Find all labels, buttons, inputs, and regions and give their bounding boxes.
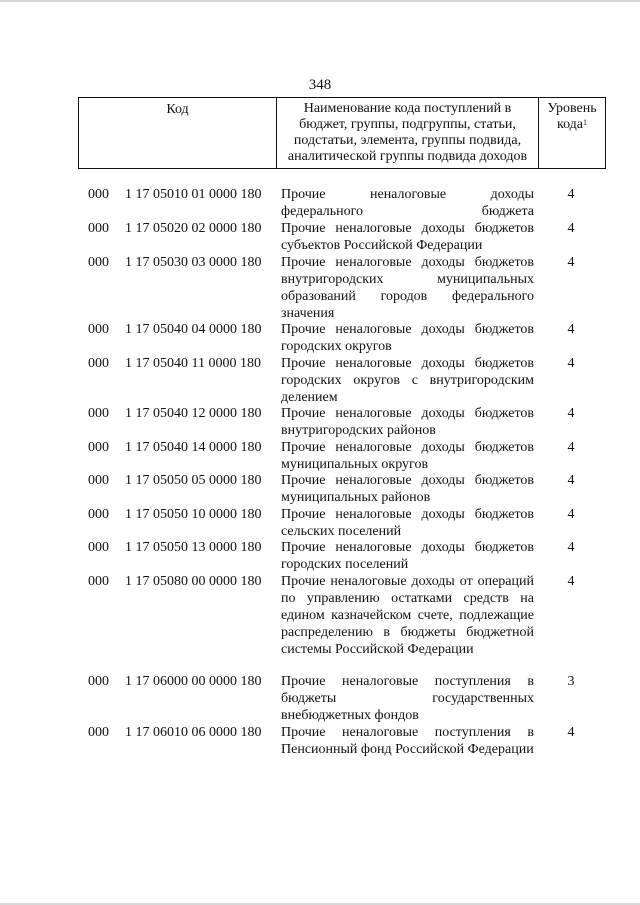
row-level: 4 — [567, 725, 575, 740]
row-code: 1 17 05080 00 0000 180 — [125, 574, 262, 589]
row-level: 4 — [567, 540, 575, 555]
page-number: 348 — [308, 77, 332, 93]
row-level: 4 — [567, 440, 575, 455]
header-name-line: подстатьи, элемента, группы подвида, — [293, 133, 522, 148]
row-code: 1 17 05040 12 0000 180 — [125, 406, 262, 421]
row-prefix: 000 — [88, 540, 109, 555]
row-name: Прочие неналоговые доходы бюджетов муниципальных округов — [281, 440, 534, 472]
row-level: 4 — [567, 574, 575, 589]
row-name: Прочие неналоговые доходы бюджетов внутригородских районов — [281, 406, 534, 438]
row-level: 4 — [567, 221, 575, 236]
header-level — [539, 101, 605, 133]
row-level: 4 — [567, 406, 575, 421]
row-prefix: 000 — [88, 221, 109, 236]
row-prefix: 000 — [88, 574, 109, 589]
row-name: Прочие неналоговые доходы бюджетов сельских поселений — [281, 507, 534, 539]
row-level: 3 — [567, 674, 575, 689]
row-name: Прочие неналоговые доходы бюджетов городских поселений — [281, 540, 534, 572]
row-name: Прочие неналоговые доходы бюджетов городских округов — [281, 322, 534, 354]
row-name: Прочие неналоговые доходы федерального бюджета — [281, 187, 534, 219]
row-code: 1 17 06000 00 0000 180 — [125, 674, 262, 689]
header-name-line: аналитической группы подвида доходов — [287, 149, 528, 164]
row-prefix: 000 — [88, 507, 109, 522]
row-prefix: 000 — [88, 356, 109, 371]
row-name: Прочие неналоговые поступления в бюджеты государственных внебюджетных фондов — [281, 674, 534, 723]
row-level: 4 — [567, 356, 575, 371]
row-prefix: 000 — [88, 725, 109, 740]
row-name: Прочие неналоговые доходы от операций по управлению остатками средств на едином казначейском счете, подлежащие распределению в бюджеты бюджетной системы Российской Федерации — [281, 574, 534, 657]
header-top-rule — [78, 97, 606, 98]
row-code: 1 17 05050 10 0000 180 — [125, 507, 262, 522]
row-level: 4 — [567, 187, 575, 202]
header-bottom-rule — [78, 168, 606, 169]
row-prefix: 000 — [88, 473, 109, 488]
row-name: Прочие неналоговые доходы бюджетов внутригородских муниципальных образований городов федерального значения — [281, 255, 534, 321]
page-edge-top — [0, 0, 640, 2]
row-code: 1 17 05030 03 0000 180 — [125, 255, 262, 270]
row-prefix: 000 — [88, 255, 109, 270]
header-name-line: Наименование кода поступлений в — [303, 101, 512, 116]
header-name — [277, 101, 538, 165]
row-code: 1 17 06010 06 0000 180 — [125, 725, 262, 740]
row-name: Прочие неналоговые доходы бюджетов субъектов Российской Федерации — [281, 221, 534, 253]
row-code: 1 17 05040 14 0000 180 — [125, 440, 262, 455]
row-level: 4 — [567, 507, 575, 522]
footnote-marker: 1 — [583, 118, 588, 127]
row-name: Прочие неналоговые доходы бюджетов муниципальных районов — [281, 473, 534, 505]
row-prefix: 000 — [88, 187, 109, 202]
row-code: 1 17 05040 04 0000 180 — [125, 322, 262, 337]
row-prefix: 000 — [88, 440, 109, 455]
row-code: 1 17 05020 02 0000 180 — [125, 221, 262, 236]
header-level-line — [539, 117, 605, 133]
row-code: 1 17 05050 05 0000 180 — [125, 473, 262, 488]
row-name: Прочие неналоговые доходы бюджетов городских округов с внутригородским делением — [281, 356, 534, 405]
header-level-word: кода — [556, 117, 584, 132]
row-prefix: 000 — [88, 406, 109, 421]
row-level: 4 — [567, 473, 575, 488]
row-code: 1 17 05040 11 0000 180 — [125, 356, 261, 371]
row-level: 4 — [567, 255, 575, 270]
row-level: 4 — [567, 322, 575, 337]
header-level-line: Уровень — [547, 101, 597, 116]
header-right-border — [605, 97, 606, 169]
header-code: Код — [166, 102, 189, 117]
row-prefix: 000 — [88, 674, 109, 689]
row-name: Прочие неналоговые поступления в Пенсионный фонд Российской Федерации — [281, 725, 534, 757]
row-code: 1 17 05050 13 0000 180 — [125, 540, 262, 555]
row-prefix: 000 — [88, 322, 109, 337]
row-code: 1 17 05010 01 0000 180 — [125, 187, 262, 202]
header-name-line: бюджет, группы, подгруппы, статьи, — [299, 117, 516, 132]
